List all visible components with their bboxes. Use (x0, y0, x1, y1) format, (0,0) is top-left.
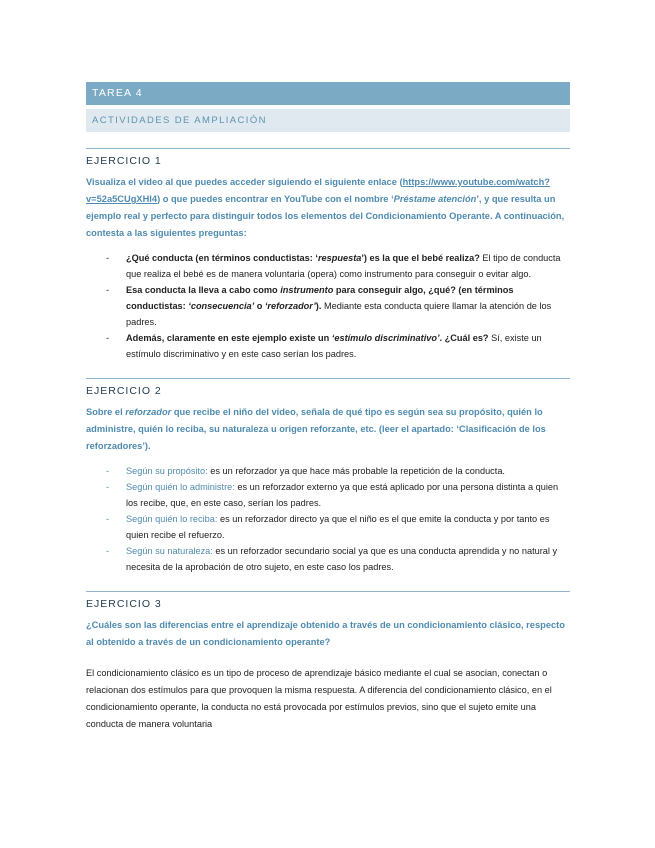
question-text: ). (315, 301, 322, 311)
answer-text: El tipo de conducta que realiza el bebé es de manera voluntaria (opera) como instrumento para conseguir o evitar algo. (126, 253, 561, 279)
dash-bullet: - (106, 466, 110, 476)
task-header (86, 82, 570, 105)
question-text: para conseguir algo, ¿qué? (en términos conductistas: (126, 285, 514, 311)
list-item (86, 511, 570, 543)
list-item (86, 330, 570, 362)
list-item (86, 479, 570, 511)
item-label: Según su propósito: (126, 466, 208, 476)
video-name: Préstame atención (393, 194, 477, 204)
item-text: es un reforzador externo ya que está aplicado por una persona distinta a quien los recibe, que, en este caso, serían los padres. (126, 482, 559, 508)
prompt-text: Visualiza el video al que puedes acceder siguiendo el siguiente enlace ( (86, 177, 403, 187)
question-text: o (254, 301, 265, 311)
prompt-text: Sobre el (86, 407, 126, 417)
prompt-term: reforzador (125, 407, 172, 417)
question-term: respuesta (317, 253, 362, 263)
exercise-1-questions (86, 250, 570, 362)
list-item (86, 282, 570, 330)
dash-bullet: - (106, 285, 110, 295)
exercise-1-title: EJERCICIO 1 (86, 155, 162, 167)
section-subtitle: ACTIVIDADES DE AMPLIACIÓN (92, 115, 267, 126)
exercise-3 (86, 591, 570, 733)
question-term: instrumento (280, 285, 334, 295)
item-label: Según su naturaleza: (126, 546, 213, 556)
answer-text: Mediante esta conducta quiere llamar la atención de los padres. (126, 301, 552, 327)
dash-bullet: - (106, 482, 110, 492)
item-label: Según quién lo administre: (126, 482, 235, 492)
exercise-2-list (86, 463, 570, 575)
list-item (86, 463, 570, 479)
question-term: ‘reforzador’ (264, 301, 316, 311)
answer-text: Sí, existe un estímulo discriminativo y en este caso serían los padres. (126, 333, 542, 359)
question-text: ’) es la que el bebé realiza? (361, 253, 480, 263)
prompt-text: ) o que puedes encontrar en YouTube con el nombre ‘ (157, 194, 394, 204)
document-page (86, 82, 570, 733)
task-title: TAREA 4 (92, 87, 143, 99)
question-text: Además, claramente en este ejemplo existe un (126, 333, 332, 343)
item-text: es un reforzador directo ya que el niño es el que emite la conducta y por tanto es quien recibe el refuerzo. (126, 514, 550, 540)
question-text: . ¿Cuál es? (439, 333, 489, 343)
exercise-2 (86, 378, 570, 575)
list-item (86, 250, 570, 282)
question-text: ¿Qué conducta (en términos conductistas: ‘ (126, 253, 318, 263)
exercise-1 (86, 148, 570, 362)
dash-bullet: - (106, 333, 110, 343)
exercise-3-title: EJERCICIO 3 (86, 598, 162, 610)
prompt-text: ’, y que resulta un ejemplo real y perfecto para distinguir todos los elementos del Condicionamiento Operante. A continuación, contesta a las siguientes preguntas: (86, 194, 565, 238)
exercise-3-prompt: ¿Cuáles son las diferencias entre el aprendizaje obtenido a través de un condicionamiento clásico, respecto al obtenido a través de un condicionamiento operante? (86, 620, 565, 647)
question-text: Esa conducta la lleva a cabo como (126, 285, 281, 295)
item-label: Según quién lo reciba: (126, 514, 218, 524)
list-item (86, 543, 570, 575)
section-subheader (86, 109, 570, 132)
exercise-1-prompt (86, 174, 570, 242)
exercise-3-answer: El condicionamiento clásico es un tipo de proceso de aprendizaje básico mediante el cual se asocian, conectan o relacionan dos estímulos para que provoquen la misma respuesta. A diferencia del condicionamiento clásico, en el condicionamiento operante, la conducta no está provocada por estímulos previos, sino que el sujeto emite una conducta de manera voluntaria (86, 668, 552, 729)
dash-bullet: - (106, 546, 110, 556)
question-term: ‘consecuencia’ (188, 301, 255, 311)
prompt-text: que recibe el niño del video, señala de qué tipo es según sea su propósito, quién lo administre, quién lo reciba, su naturaleza u origen reforzante, etc. (leer el apartado: ‘Clasificación de los reforzadores’). (86, 407, 546, 451)
dash-bullet: - (106, 514, 110, 524)
item-text: es un reforzador secundario social ya que es una conducta aprendida y no natural y necesita de la aprobación de otro sujeto, en este caso los padres. (126, 546, 558, 572)
video-link[interactable]: https://www.youtube.com/watch?v=52a5CUgXHI4 (86, 177, 550, 204)
exercise-2-prompt (86, 404, 570, 455)
dash-bullet: - (106, 253, 110, 263)
exercise-2-title: EJERCICIO 2 (86, 385, 162, 397)
question-term: ‘estímulo discriminativo’ (331, 333, 440, 343)
item-text: es un reforzador ya que hace más probable la repetición de la conducta. (207, 466, 505, 476)
